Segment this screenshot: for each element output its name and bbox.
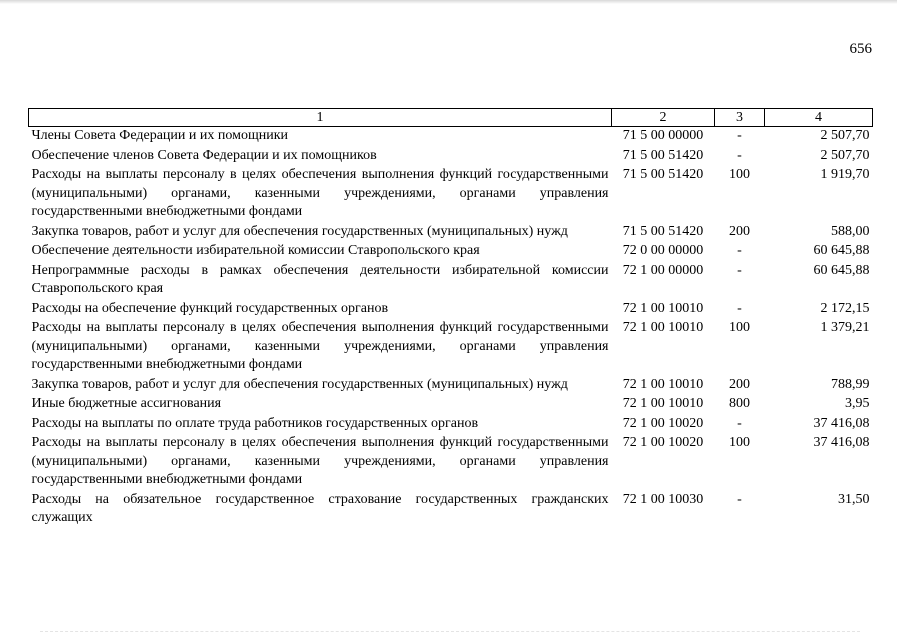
row-expense-type-cell: 100 — [729, 167, 750, 182]
row-code-cell: 72 1 00 10010 — [622, 396, 704, 411]
row-amount-cell: 588,00 — [831, 223, 870, 239]
row-expense-type-cell: 100 — [729, 435, 750, 450]
scan-top-edge — [0, 0, 897, 4]
row-code-cell: 71 5 00 00000 — [622, 128, 704, 143]
budget-table-container — [28, 108, 872, 529]
row-expense-type-cell: 800 — [729, 396, 750, 411]
row-expense-type-cell: - — [737, 147, 742, 163]
row-name-cell: Расходы на обеспечение функций государственных органов — [31, 300, 389, 316]
row-expense-type-cell: - — [737, 415, 742, 431]
row-expense-type-cell: - — [737, 491, 742, 507]
row-amount-cell: 788,99 — [831, 376, 870, 392]
row-code-cell: 72 1 00 00000 — [622, 262, 704, 278]
row-expense-type-cell: 100 — [729, 320, 750, 335]
row-amount-cell: 2 507,70 — [820, 147, 870, 163]
table-row — [29, 415, 873, 435]
row-code-cell: 72 1 00 10010 — [622, 376, 704, 392]
row-code-cell: 72 0 00 00000 — [622, 243, 704, 258]
row-code-cell: 72 1 00 10010 — [622, 300, 704, 316]
header-col-3: 3 — [715, 109, 765, 127]
table-row — [29, 242, 873, 262]
table-row — [29, 223, 873, 243]
row-code-cell: 72 1 00 10020 — [622, 435, 704, 450]
table-header — [29, 109, 873, 127]
row-name-cell: Расходы на обязательное государственное страхование государственных гражданских служащих — [31, 491, 609, 525]
header-col-4: 4 — [765, 109, 873, 127]
table-row — [29, 127, 873, 147]
row-amount-cell: 2 507,70 — [820, 128, 870, 143]
header-col-1: 1 — [29, 109, 612, 127]
row-amount-cell: 3,95 — [845, 396, 870, 411]
table-row — [29, 147, 873, 167]
table-row — [29, 491, 873, 529]
row-code-cell: 71 5 00 51420 — [622, 147, 704, 163]
row-amount-cell: 1 919,70 — [820, 167, 870, 182]
row-amount-cell: 60 645,88 — [813, 243, 870, 258]
row-amount-cell: 31,50 — [838, 491, 870, 507]
row-code-cell: 71 5 00 51420 — [622, 223, 704, 239]
table-row — [29, 395, 873, 415]
table-row — [29, 166, 873, 223]
scan-bottom-edge — [40, 631, 860, 633]
row-code-cell: 72 1 00 10030 — [622, 491, 704, 507]
row-amount-cell: 1 379,21 — [820, 320, 870, 335]
table-body — [29, 127, 873, 529]
header-row — [29, 109, 873, 127]
budget-table — [28, 108, 873, 529]
row-name-cell: Расходы на выплаты персоналу в целях обеспечения выполнения функций государственными (муниципальными) органами, казенными учреждениями, органами управления государственными внебюджетными фондами — [31, 435, 609, 487]
page-number: 656 — [849, 41, 872, 57]
row-amount-cell: 2 172,15 — [820, 300, 870, 316]
table-row — [29, 319, 873, 376]
row-expense-type-cell: 200 — [729, 223, 750, 239]
row-name-cell: Иные бюджетные ассигнования — [31, 396, 222, 411]
row-expense-type-cell: - — [737, 128, 742, 143]
row-amount-cell: 37 416,08 — [813, 415, 870, 431]
table-row — [29, 434, 873, 491]
row-name-cell: Расходы на выплаты по оплате труда работников государственных органов — [31, 415, 479, 431]
row-name-cell: Обеспечение деятельности избирательной комиссии Ставропольского края — [31, 243, 480, 258]
row-amount-cell: 60 645,88 — [813, 262, 870, 278]
row-name-cell: Обеспечение членов Совета Федерации и их помощников — [31, 147, 377, 163]
row-code-cell: 72 1 00 10010 — [622, 320, 704, 335]
row-code-cell: 72 1 00 10020 — [622, 415, 704, 431]
row-expense-type-cell: 200 — [729, 376, 750, 392]
table-row — [29, 300, 873, 320]
row-expense-type-cell: - — [737, 243, 742, 258]
row-expense-type-cell: - — [737, 300, 742, 316]
row-expense-type-cell: - — [737, 262, 742, 278]
row-amount-cell: 37 416,08 — [813, 435, 870, 450]
table-row — [29, 262, 873, 300]
row-name-cell: Закупка товаров, работ и услуг для обеспечения государственных (муниципальных) нужд — [31, 376, 568, 392]
row-name-cell: Расходы на выплаты персоналу в целях обеспечения выполнения функций государственными (муниципальными) органами, казенными учреждениями, органами управления государственными внебюджетными фондами — [31, 167, 609, 219]
header-col-2: 2 — [612, 109, 715, 127]
row-name-cell: Закупка товаров, работ и услуг для обеспечения государственных (муниципальных) нужд — [31, 223, 568, 239]
row-code-cell: 71 5 00 51420 — [622, 167, 704, 182]
table-row — [29, 376, 873, 396]
row-name-cell: Расходы на выплаты персоналу в целях обеспечения выполнения функций государственными (муниципальными) органами, казенными учреждениями, органами управления государственными внебюджетными фондами — [31, 320, 609, 372]
row-name-cell: Члены Совета Федерации и их помощники — [31, 128, 289, 143]
row-name-cell: Непрограммные расходы в рамках обеспечения деятельности избирательной комиссии Ставропольского края — [31, 262, 609, 296]
